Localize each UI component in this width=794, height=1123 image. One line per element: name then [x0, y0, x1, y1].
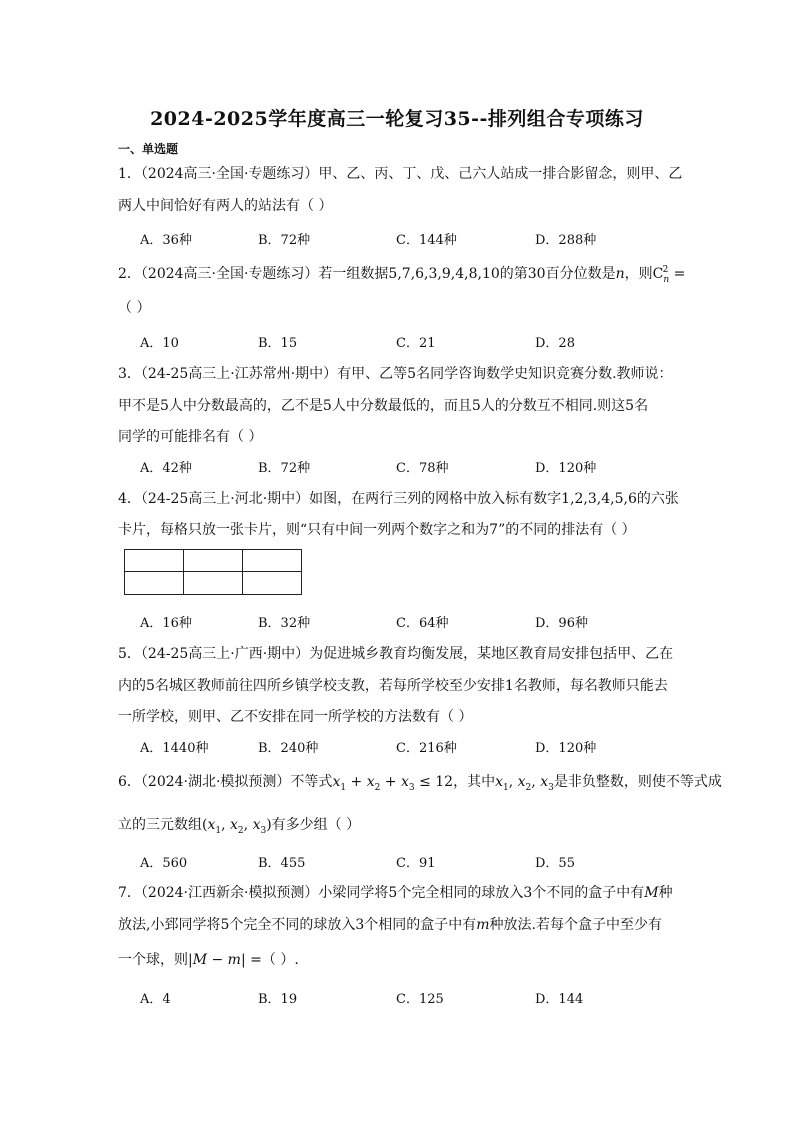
comma: , [508, 774, 518, 790]
question-7-text: 7．（2024·江西新余·模拟预测）小梁同学将5个完全相同的球放入3个不同的盒子中有 [118, 885, 645, 901]
question-5-option-b: B．240种 [258, 741, 319, 756]
var-x: x [230, 817, 238, 833]
comma: , [243, 817, 253, 833]
paren-open: ( [202, 817, 208, 833]
var-x: x [332, 774, 341, 790]
question-6-option-d: D．55 [535, 856, 575, 871]
question-6-line-2 [118, 815, 360, 841]
var-x: x [517, 774, 526, 790]
question-1-option-d: D．288种 [535, 233, 597, 248]
question-7-line-3 [118, 950, 299, 970]
question-7-text-3: 放法,小郅同学将5个完全不同的球放入3个相同的盒子中有 [118, 917, 477, 933]
sub-index: 3 [260, 825, 267, 836]
question-6-option-a: A．560 [140, 856, 188, 871]
question-3-option-b: B．72种 [258, 461, 311, 476]
question-4-option-b: B．32种 [258, 616, 311, 631]
question-2-text-2: ，则 [624, 266, 653, 282]
question-4-line-1: 4．（24-25高三上·河北·期中）如图，在两行三列的网格中放入标有数字1,2,3,4,5,6的六张 [118, 491, 679, 507]
combination-sup: 2 [662, 265, 669, 275]
question-3-line-2: 甲不是5人中分数最高的，乙不是5人中分数最低的，而且5人的分数互不相同.则这5名 [118, 398, 649, 414]
question-7-line-1 [118, 883, 673, 903]
question-3-line-1: 3．（24-25高三上·江苏常州·期中）有甲、乙等5名同学咨询数学史知识竞赛分数.教师说： [118, 366, 673, 382]
sub-index: 3 [548, 782, 554, 793]
question-7-option-c: C．125 [396, 992, 444, 1007]
question-1-option-b: B．72种 [258, 233, 311, 248]
question-6-option-b: B．455 [258, 856, 306, 871]
question-4-option-a: A．16种 [140, 616, 192, 631]
combination-sub: n [663, 274, 670, 285]
question-7-text-6: =（ ）. [245, 952, 299, 968]
question-5-option-d: D．120种 [535, 741, 597, 756]
question-6-text-4: 立的三元数组 [118, 817, 202, 833]
question-3-option-d: D．120种 [535, 461, 597, 476]
question-6-text-5: 有多少组（ ） [271, 817, 361, 833]
question-3-option-a: A．42种 [140, 461, 192, 476]
question-5-line-2: 内的5名城区教师前往四所乡镇学校支教，若每所学校至少安排1名教师，每名教师只能去 [118, 678, 668, 694]
question-7-option-a: A．4 [140, 992, 171, 1007]
question-6-line-1 [118, 772, 722, 798]
question-6-text-2: ，其中 [453, 774, 496, 790]
question-7-option-d: D．144 [535, 992, 584, 1007]
question-2-option-c: C．21 [396, 336, 436, 351]
question-5-option-c: C．216种 [396, 741, 457, 756]
question-7-text-5: 一个球，则 [118, 952, 188, 968]
sub-index: 1 [215, 825, 222, 836]
question-1-option-c: C．144种 [396, 233, 457, 248]
question-1-option-a: A．36种 [140, 233, 192, 248]
sub-index: 2 [374, 782, 381, 793]
question-7-option-b: B．19 [258, 992, 298, 1007]
sub-index: 1 [503, 782, 509, 793]
var-x: x [252, 817, 261, 833]
question-6-text-3: 是非负整数，则使不等式成 [553, 774, 722, 790]
question-6-option-c: C．91 [396, 856, 436, 871]
plus-sign: + [380, 774, 401, 790]
question-2-line-1 [118, 264, 685, 290]
question-3-option-c: C．78种 [396, 461, 449, 476]
question-4-option-d: D．96种 [535, 616, 588, 631]
var-x: x [540, 774, 549, 790]
var-x: x [401, 774, 409, 790]
sub-index: 2 [525, 782, 532, 793]
sub-index: 1 [340, 782, 347, 793]
var-x: x [366, 774, 375, 790]
sub-index: 3 [408, 782, 415, 793]
two-by-three-grid [124, 549, 302, 595]
question-3-line-3: 同学的可能排名有（ ） [118, 429, 263, 445]
comma: , [531, 774, 541, 790]
grid-cell [184, 572, 243, 594]
question-2-option-b: B．15 [258, 336, 298, 351]
plus-sign: + [346, 774, 367, 790]
question-2-var-n: n [615, 266, 625, 282]
question-4-option-c: C．64种 [396, 616, 449, 631]
question-1-line-2: 两人中间恰好有两人的站法有（ ） [118, 198, 333, 214]
sub-index: 2 [237, 825, 244, 836]
paren-close: ) [266, 817, 272, 833]
question-7-text-4: 种放法.若每个盒子中至少有 [489, 917, 662, 933]
question-5-line-3: 一所学校，则甲、乙不安排在同一所学校的方法数有（ ） [118, 709, 473, 725]
question-2-line-2: （ ） [118, 300, 151, 316]
question-7-line-2 [118, 915, 662, 935]
grid-cell [243, 550, 301, 572]
var-x: x [495, 774, 503, 790]
grid-cell [243, 572, 301, 594]
question-5-line-1: 5．（24-25高三上·广西·期中）为促进城乡教育均衡发展，某地区教育局安排包括甲、乙在 [118, 646, 674, 662]
grid-cell [184, 550, 243, 572]
question-6-text: 6．（2024·湖北·模拟预测）不等式 [118, 774, 333, 790]
grid-cell [125, 550, 184, 572]
question-7-text-2: 种 [658, 885, 673, 901]
page-title: 2024-2025学年度高三一轮复习35--排列组合专项练习 [150, 108, 644, 130]
abs-expression: |M − m| [188, 952, 246, 968]
question-1-line-1: 1．（2024高三·全国·专题练习）甲、乙、丙、丁、戊、己六人站成一排合影留念，则甲、乙 [118, 166, 683, 182]
comma: , [221, 817, 231, 833]
inequality-rhs: ≤ 12 [414, 774, 454, 790]
grid-cell [125, 572, 184, 594]
section-heading: 一、单选题 [118, 142, 179, 156]
question-2-equals: = [669, 266, 686, 282]
var-x: x [207, 817, 216, 833]
question-5-option-a: A．1440种 [140, 741, 209, 756]
question-2-option-d: D．28 [535, 336, 575, 351]
question-2-text: 2．（2024高三·全国·专题练习）若一组数据5,7,6,3,9,4,8,10的第30百分位数是 [118, 266, 616, 282]
var-m-upper: M [644, 885, 659, 901]
var-m-lower: m [476, 917, 490, 933]
question-4-line-2: 卡片，每格只放一张卡片，则“只有中间一列两个数字之和为7”的不同的排法有（ ） [118, 522, 636, 538]
question-2-option-a: A．10 [140, 336, 179, 351]
question-2-combination: C 2 $_n$ [653, 266, 670, 282]
